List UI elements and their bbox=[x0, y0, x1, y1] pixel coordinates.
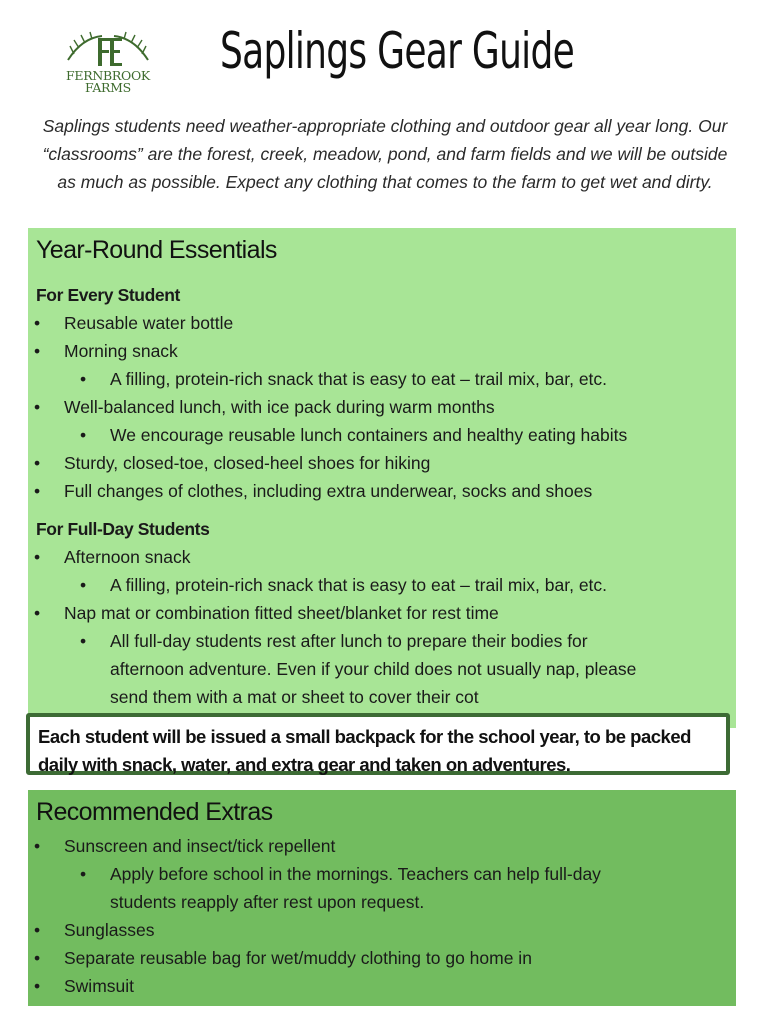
essentials-heading: Year-Round Essentials bbox=[36, 236, 277, 264]
every-student-heading: For Every Student bbox=[36, 285, 180, 305]
page-title: Saplings Gear Guide bbox=[220, 22, 575, 80]
logo-brand-name: FERNBROOK bbox=[66, 68, 150, 83]
full-day-students-heading: For Full-Day Students bbox=[36, 519, 210, 539]
backpack-notice bbox=[26, 713, 730, 775]
extras-heading: Recommended Extras bbox=[36, 798, 273, 826]
recommended-extras-section: Recommended Extras • Sunscreen and insect/tick repellent • Apply before school in the mornings. Teachers can help full-day students reapply after rest upon request. • Sunglasses • Separate reusable bag for wet/muddy clothing to go home in • Swimsuit bbox=[28, 790, 736, 1006]
logo-brand-sub: FARMS bbox=[85, 80, 131, 95]
backpack-notice-line1: Each student will be issued a small backpack for the school year, to be packed bbox=[38, 726, 691, 747]
backpack-notice-line2: daily with snack, water, and extra gear and taken on adventures. bbox=[38, 754, 571, 775]
year-round-essentials-section: Year-Round Essentials For Every Student • Reusable water bottle • Morning snack • A filling, protein-rich snack that is easy to eat – trail mix, bar, etc. • Well-balanced lunch, with ice pack during warm months • We encourage reusable lunch containers and healthy eating habits • Sturdy, closed-toe, closed-heel shoes for hiking • Full changes of clothes, including extra underwear, socks and shoes For Full-Day Students • Afternoon snack • A filling, protein-rich snack that is easy to eat – trail mix, bar, etc. • Nap mat or combination fitted sheet/blanket for rest time • All full-day students rest after lunch to prepare their bodies for afternoon adventure. Even if your child does not usually nap, please send them with a mat or sheet to cover their cot bbox=[28, 228, 736, 728]
fernbrook-farms-logo bbox=[62, 30, 154, 100]
fern-monogram-icon bbox=[62, 30, 154, 70]
intro-paragraph: Saplings students need weather-appropriate clothing and outdoor gear all year long. Our “classrooms” are the forest, creek, meadow, pond, and farm fields and we will be outside as much as possible. Expect any clothing that comes to the farm to get wet and dirty. bbox=[42, 116, 728, 192]
